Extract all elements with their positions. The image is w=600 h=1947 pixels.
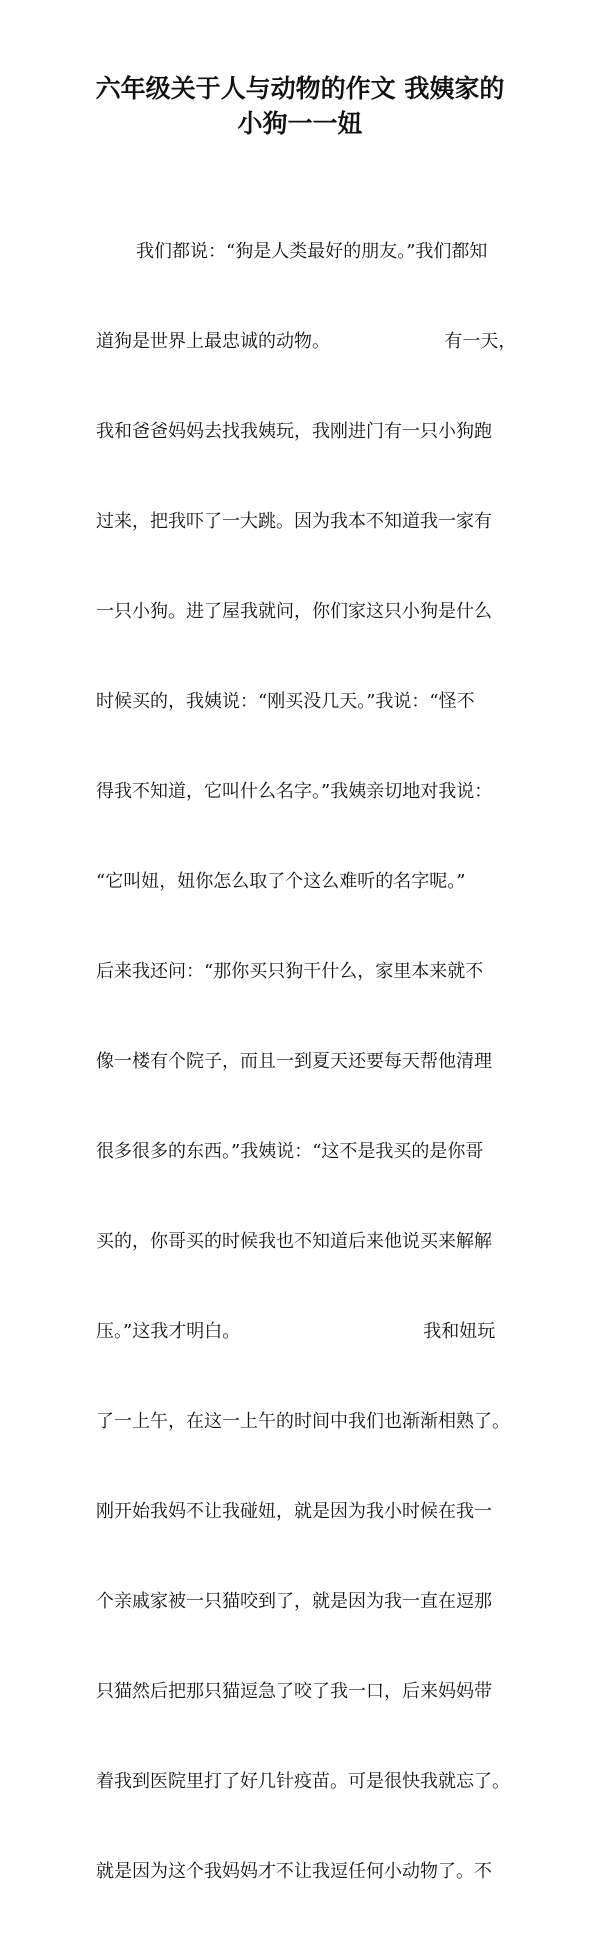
body-line: 刚开始我妈不让我碰妞，就是因为我小时候在我一 bbox=[96, 1501, 492, 1522]
body-line: 就是因为这个我妈妈才不让我逗任何小动物了。不 bbox=[96, 1861, 492, 1882]
body-line: 个亲戚家被一只猫咬到了，就是因为我一直在逗那 bbox=[96, 1591, 492, 1612]
body-line: 我们都说：“狗是人类最好的朋友。”我们都知 bbox=[136, 241, 488, 262]
body-line: 一只小狗。进了屋我就问，你们家这只小狗是什么 bbox=[96, 601, 492, 622]
body-line: “它叫妞，妞你怎么取了个这么难听的名字呢。” bbox=[96, 871, 466, 892]
body-line: 只猫然后把那只猫逗急了咬了我一口，后来妈妈带 bbox=[96, 1681, 492, 1702]
document-title-line-2: 小狗一一妞 bbox=[237, 109, 363, 138]
body-line: 像一楼有个院子，而且一到夏天还要每天帮他清理 bbox=[96, 1051, 492, 1072]
document-title-line-1: 六年级关于人与动物的作文 我姨家的 bbox=[95, 74, 505, 103]
body-line: 过来，把我吓了一大跳。因为我本不知道我一家有 bbox=[96, 511, 492, 532]
body-line: 时候买的，我姨说：“刚买没几天。”我说：“怪不 bbox=[96, 691, 475, 712]
body-line: 很多很多的东西。”我姨说：“这不是我买的是你哥 bbox=[96, 1141, 484, 1162]
body-line: 后来我还问：“那你买只狗干什么，家里本来就不 bbox=[96, 961, 484, 982]
body-line: 了一上午，在这一上午的时间中我们也渐渐相熟了。 bbox=[96, 1411, 510, 1432]
body-line: 着我到医院里打了好几针疫苗。可是很快我就忘了。 bbox=[96, 1771, 510, 1792]
body-line: 道狗是世界上最忠诚的动物。 有一天， bbox=[96, 331, 517, 352]
body-line: 我和爸爸妈妈去找我姨玩，我刚进门有一只小狗跑 bbox=[96, 421, 492, 442]
body-line: 得我不知道，它叫什么名字。”我姨亲切地对我说： bbox=[96, 781, 493, 802]
body-line: 买的，你哥买的时候我也不知道后来他说买来解解 bbox=[96, 1231, 492, 1252]
document-body bbox=[96, 177, 516, 1947]
body-line: 压。”这我才明白。 我和妞玩 bbox=[96, 1321, 496, 1342]
